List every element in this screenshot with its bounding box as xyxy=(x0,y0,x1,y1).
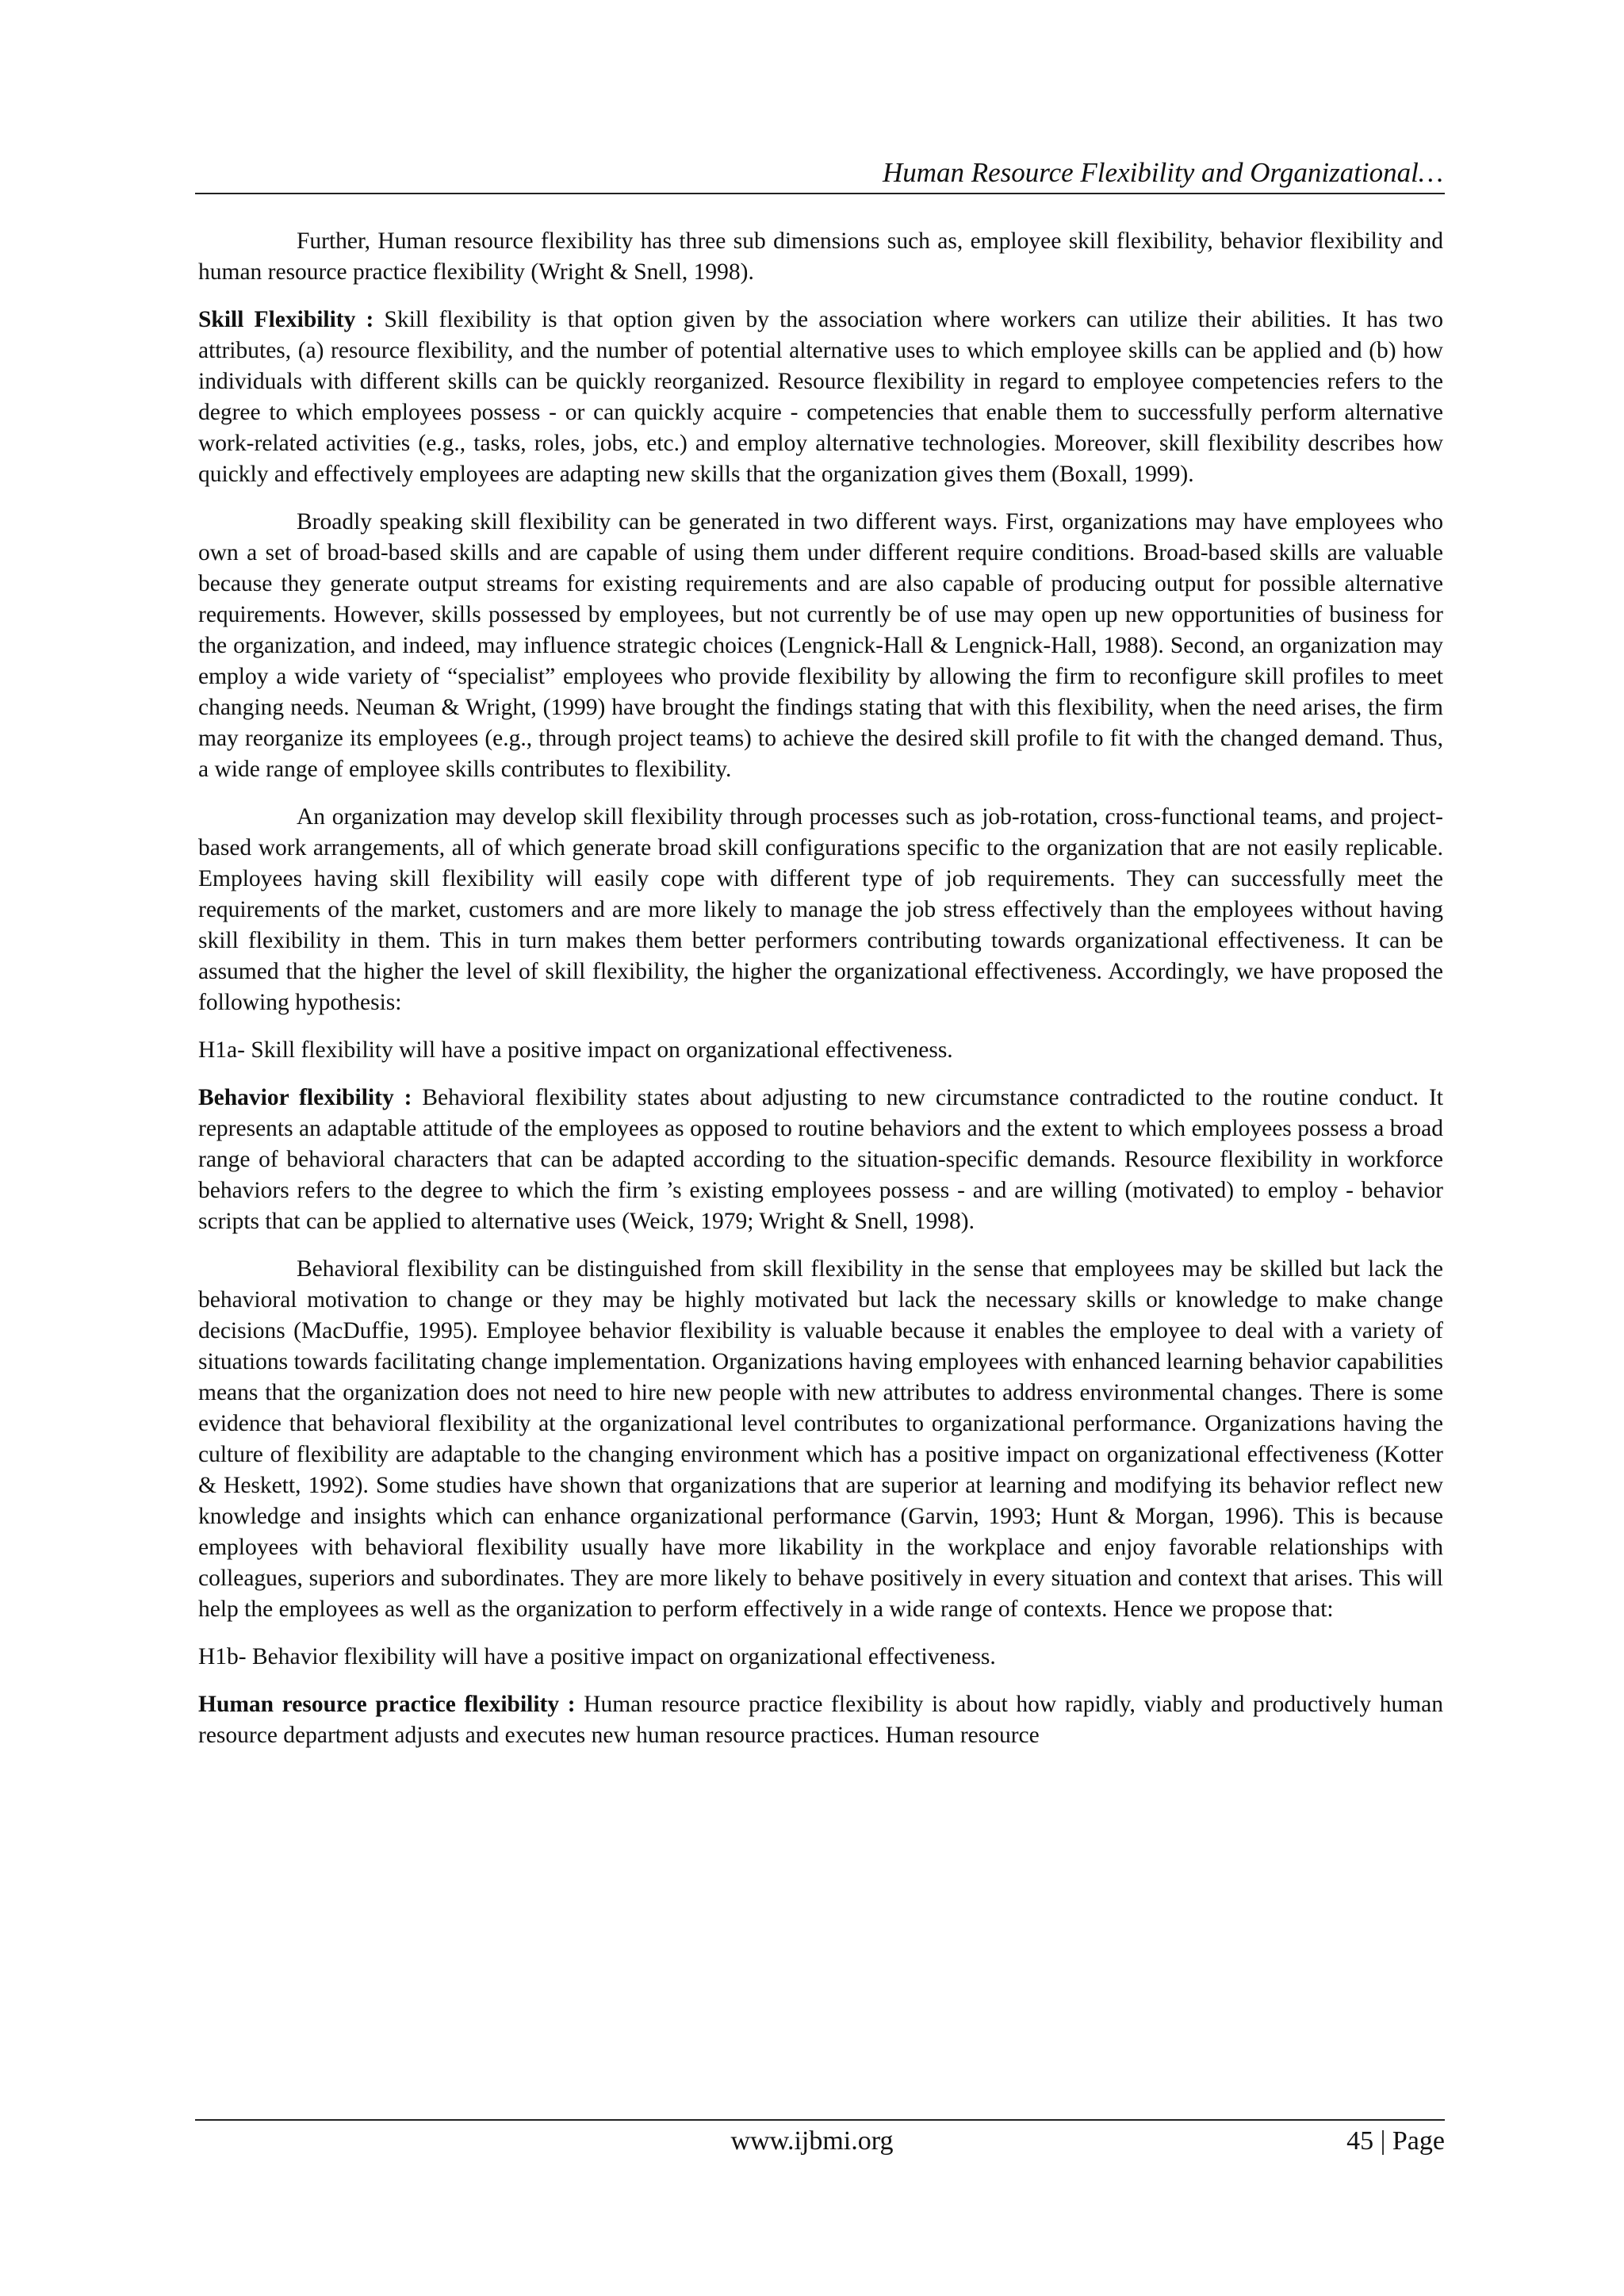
paragraph-skill-flexibility-text: Skill flexibility is that option given by the association where workers can utilize their abilities. It has two attributes, (a) resource flexibility, and the number of potential alternative uses to which employee skills can be applied and (b) how individuals with different skills can be quickly reorganized. Resource flexibility in regard to employee competencies refers to the degree to which employees possess - or can quickly acquire - competencies that enable them to successfully perform alternative work-related activities (e.g., tasks, roles, jobs, etc.) and employ alternative technologies. Moreover, skill flexibility describes how quickly and effectively employees are adapting new skills that the organization gives them (Boxall, 1999). xyxy=(198,307,1443,487)
paragraph-behavior-flexibility xyxy=(198,1083,1443,1237)
paragraph-broadly-speaking: Broadly speaking skill flexibility can be generated in two different ways. First, organizations may have employees who own a set of broad-based skills and are capable of using them under different require conditions. Broad-based skills are valuable because they generate output streams for existing requirements and are also capable of producing output for possible alternative requirements. However, skills possessed by employees, but not currently be of use may open up new opportunities of business for the organization, and indeed, may influence strategic choices (Lengnick-Hall & Lengnick-Hall, 1988). Second, an organization may employ a wide variety of “specialist” employees who provide flexibility by allowing the firm to reconfigure skill profiles to meet changing needs. Neuman & Wright, (1999) have brought the findings stating that with this flexibility, when the need arises, the firm may reorganize its employees (e.g., through project teams) to achieve the desired skill profile to fit with the changed demand. Thus, a wide range of employee skills contributes to flexibility. xyxy=(198,509,1443,782)
term-skill-flexibility: Skill Flexibility : xyxy=(198,307,374,332)
term-behavior-flexibility: Behavior flexibility : xyxy=(198,1085,412,1110)
footer-website-link[interactable]: www.ijbmi.org xyxy=(730,2126,894,2156)
hypothesis-h1b: H1b- Behavior flexibility will have a positive impact on organizational effectiveness. xyxy=(198,1644,996,1669)
header-rule xyxy=(195,193,1445,194)
paragraph-behavioral-distinguished: Behavioral flexibility can be distinguished from skill flexibility in the sense that employees may be skilled but lack the behavioral motivation to change or they may be highly motivated but lack the necessary skills or knowledge to make change decisions (MacDuffie, 1995). Employee behavior flexibility is valuable because it enables the employee to deal with a variety of situations towards facilitating change implementation. Organizations having employees with enhanced learning behavior capabilities means that the organization does not need to hire new people with new attributes to address environmental changes. There is some evidence that behavioral flexibility at the organizational level contributes to organizational performance. Organizations having the culture of flexibility are adaptable to the changing environment which has a positive impact on organizational effectiveness (Kotter & Heskett, 1992). Some studies have shown that organizations that are superior at learning and modifying its behavior reflect new knowledge and insights which can enhance organizational performance (Garvin, 1993; Hunt & Morgan, 1996). This is because employees with behavioral flexibility usually have more likability in the workplace and enjoy favorable relationships with colleagues, superiors and subordinates. They are more likely to behave positively in every situation and context that arises. This will help the employees as well as the organization to perform effectively in a wide range of contexts. Hence we propose that: xyxy=(198,1256,1443,1622)
paragraph-behavior-flexibility-text: Behavioral flexibility states about adjusting to new circumstance contradicted to the routine conduct. It represents an adaptable attitude of the employees as opposed to routine behaviors and the extent to which employees possess a broad range of behavioral characters that can be adapted according to the situation-specific demands. Resource flexibility in workforce behaviors refers to the degree to which the firm ’s existing employees possess - and are willing (motivated) to employ - behavior scripts that can be applied to alternative uses (Weick, 1979; Wright & Snell, 1998). xyxy=(198,1085,1443,1234)
paragraph-develop-skill-flexibility: An organization may develop skill flexibility through processes such as job-rotation, cross-functional teams, and project-based work arrangements, all of which generate broad skill configurations specific to the organization that are not easily replicable. Employees having skill flexibility will easily cope with different type of job requirements. They can successfully meet the requirements of the market, customers and are more likely to manage the job stress effectively than the employees without having skill flexibility in them. This in turn makes them better performers contributing towards organizational effectiveness. It can be assumed that the higher the level of skill flexibility, the higher the organizational effectiveness. Accordingly, we have proposed the following hypothesis: xyxy=(198,804,1443,1015)
term-hr-practice-flexibility: Human resource practice flexibility : xyxy=(198,1692,576,1717)
footer-page-number: 45 | Page xyxy=(1346,2126,1445,2156)
paragraph-hr-practice-flexibility xyxy=(198,1689,1443,1751)
running-header: Human Resource Flexibility and Organizational… xyxy=(882,157,1443,188)
body-text xyxy=(198,226,1443,1768)
paragraph-skill-flexibility xyxy=(198,305,1443,490)
footer-rule xyxy=(195,2119,1445,2121)
paragraph-intro: Further, Human resource flexibility has three sub dimensions such as, employee skill flexibility, behavior flexibility and human resource practice flexibility (Wright & Snell, 1998). xyxy=(198,228,1443,285)
paragraph-hr-practice-flexibility-text: Human resource practice flexibility is about how rapidly, viably and productively human resource department adjusts and executes new human resource practices. Human resource xyxy=(198,1692,1443,1748)
hypothesis-h1a: H1a- Skill flexibility will have a positive impact on organizational effectiveness. xyxy=(198,1037,953,1063)
